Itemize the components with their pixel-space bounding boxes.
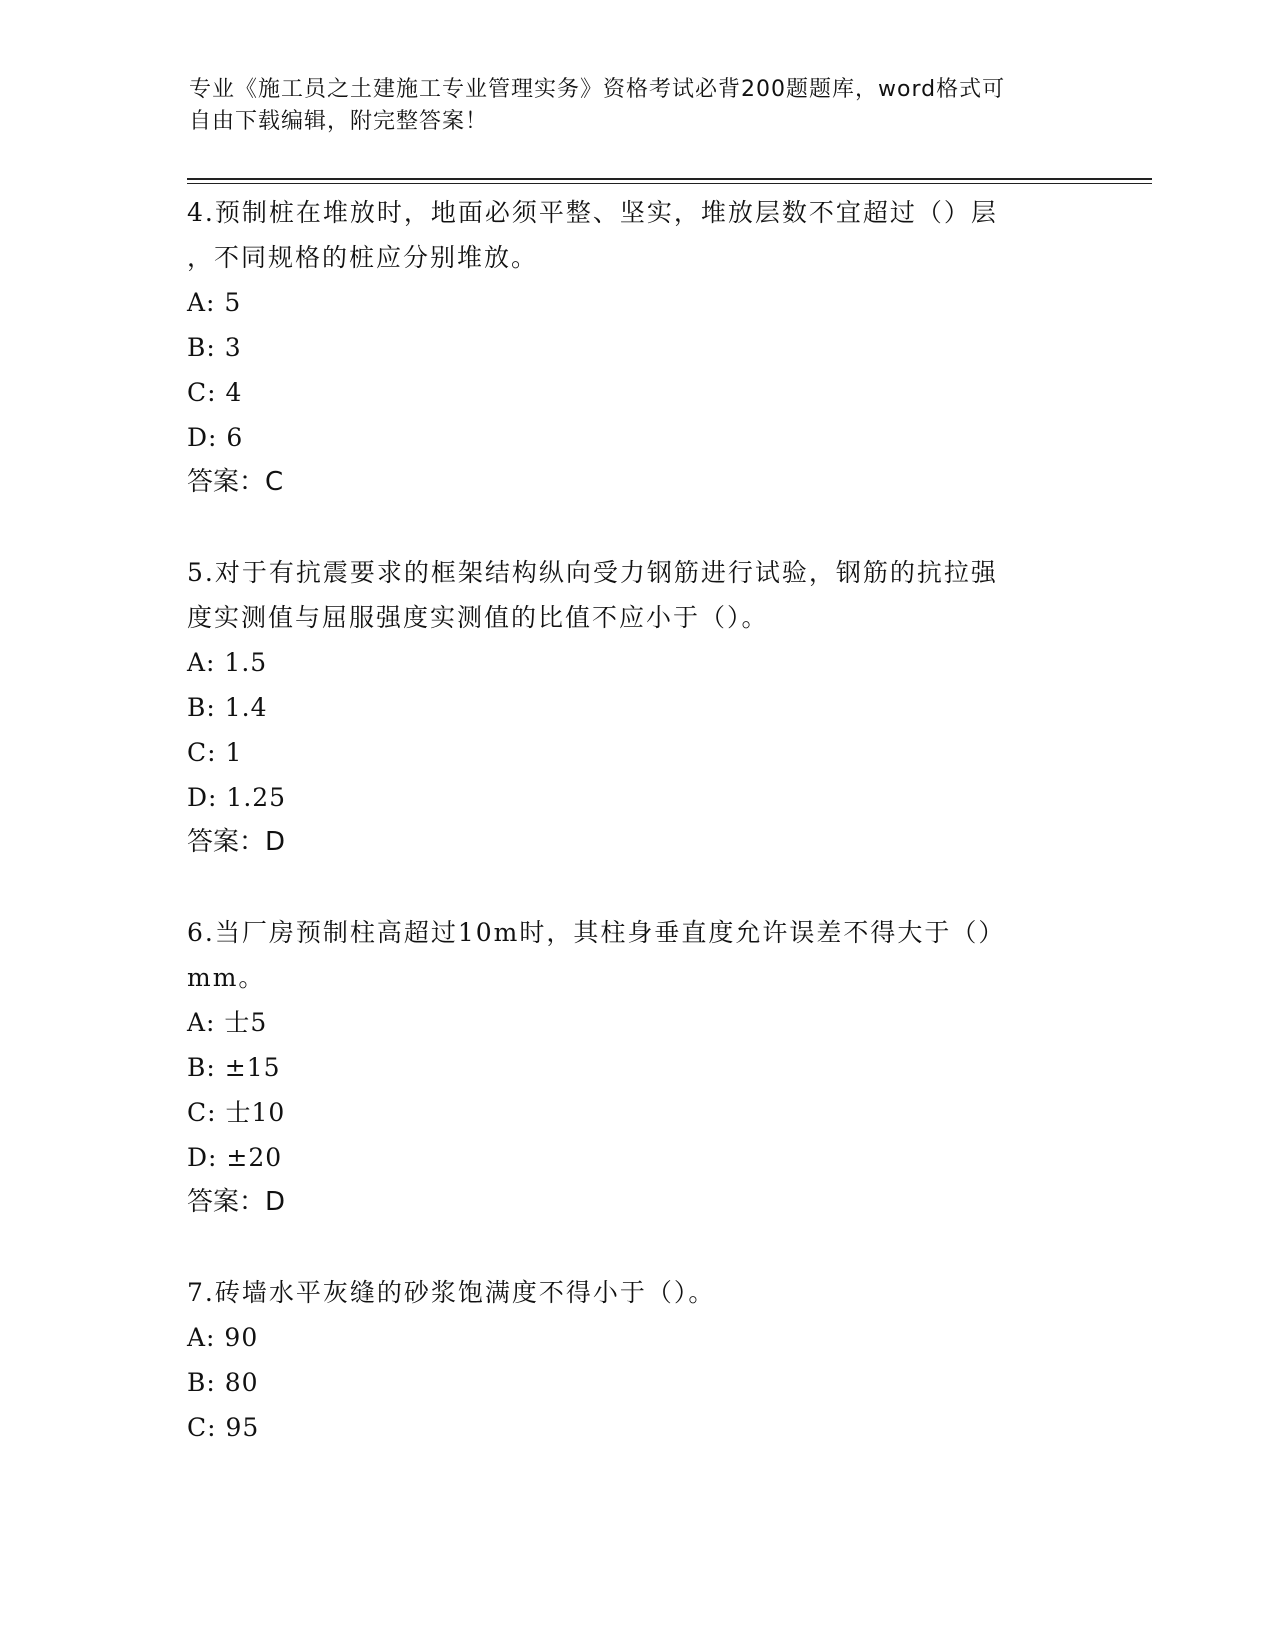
question-list [187, 190, 1067, 1495]
question-7 [187, 1270, 1067, 1450]
option-b: B: 80 [187, 1368, 259, 1397]
question-stem-line: 度实测值与屈服强度实测值的比值不应小于（）。 [187, 603, 769, 632]
question-stem-line: ，不同规格的桩应分别堆放。 [187, 243, 539, 272]
option-b: B: 3 [187, 333, 242, 362]
document-header [189, 74, 1069, 138]
question-stem-line: 4.预制桩在堆放时，地面必须平整、坚实，堆放层数不宜超过（）层 [187, 198, 998, 227]
answer-line: 答案：C [187, 467, 284, 497]
option-a: A: 士5 [187, 1008, 268, 1037]
option-d: D: 1.25 [187, 783, 287, 812]
option-d: D: 6 [187, 423, 244, 452]
option-d: D: ±20 [187, 1143, 283, 1172]
option-b: B: ±15 [187, 1053, 281, 1082]
header-divider-thin [187, 183, 1152, 184]
question-stem-line: 5.对于有抗震要求的框架结构纵向受力钢筋进行试验，钢筋的抗拉强 [187, 558, 998, 587]
option-a: A: 1.5 [187, 648, 268, 677]
question-stem-line: 6.当厂房预制柱高超过10m时，其柱身垂直度允许误差不得大于（） [187, 918, 1006, 947]
question-stem-line: 7.砖墙水平灰缝的砂浆饱满度不得小于（）。 [187, 1278, 716, 1307]
question-5 [187, 550, 1067, 865]
option-a: A: 90 [187, 1323, 259, 1352]
question-stem-line: mm。 [187, 963, 266, 992]
question-6 [187, 910, 1067, 1225]
question-4 [187, 190, 1067, 505]
answer-line: 答案：D [187, 1187, 286, 1217]
header-divider-thick [187, 178, 1152, 180]
option-c: C: 95 [187, 1413, 260, 1442]
option-c: C: 士10 [187, 1098, 286, 1127]
option-c: C: 4 [187, 378, 243, 407]
option-b: B: 1.4 [187, 693, 268, 722]
header-line-2: 自由下载编辑，附完整答案！ [189, 109, 489, 134]
option-a: A: 5 [187, 288, 242, 317]
header-line-1: 专业《施工员之土建施工专业管理实务》资格考试必背200题题库，word格式可 [189, 77, 1006, 102]
answer-line: 答案：D [187, 827, 286, 857]
option-c: C: 1 [187, 738, 243, 767]
